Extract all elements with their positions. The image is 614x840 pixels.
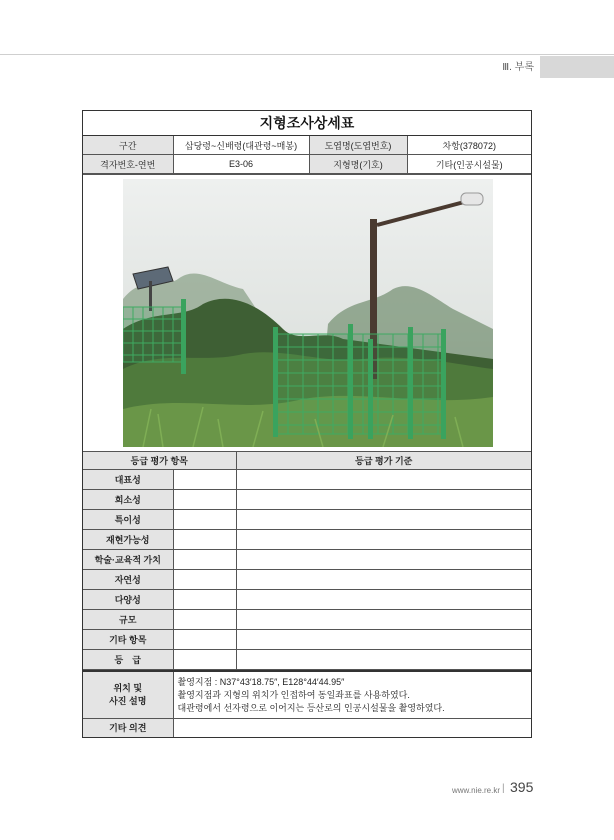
eval-criteria-cell [236,570,531,590]
location-label-line1: 위치 및 [113,683,143,693]
eval-item-label: 다양성 [83,590,173,610]
map-value: 차항(378072) [407,136,531,155]
eval-grade-cell [173,650,236,670]
grid-label: 격자번호-연번 [83,155,173,174]
page-number: 395 [510,779,534,795]
evaluation-row [83,610,531,630]
evaluation-header [83,452,531,470]
evaluation-row [83,590,531,610]
eval-grade-cell [173,510,236,530]
eval-item-label: 기타 항목 [83,630,173,650]
chapter-tab [540,56,614,78]
location-label [83,671,173,719]
evaluation-row [83,550,531,570]
location-row [83,671,531,719]
eval-item-label: 등 급 [83,650,173,670]
survey-sheet [82,110,532,738]
location-description [173,671,531,719]
eval-criteria-cell [236,490,531,510]
eval-item-header: 등급 평가 항목 [83,452,236,470]
eval-grade-cell [173,610,236,630]
footer-url: www.nie.re.kr [452,786,501,795]
section-label: 구간 [83,136,173,155]
location-line: 촬영지점과 지형의 위치가 인접하여 동일좌표를 사용하였다. [177,689,410,700]
landform-label: 지형명(기호) [309,155,407,174]
eval-grade-cell [173,570,236,590]
eval-criteria-cell [236,630,531,650]
location-line: 대관령에서 선자령으로 이어지는 등산로의 인공시설물을 촬영하였다. [177,702,445,713]
evaluation-row [83,630,531,650]
other-row [83,719,531,738]
eval-criteria-cell [236,470,531,490]
section-value: 삽당령~신배령(대관령~매봉) [173,136,309,155]
info-row [83,136,531,155]
eval-criteria-cell [236,610,531,630]
location-line: 촬영지점 : N37°43′18.75″, E128°44′44.95″ [177,676,345,687]
evaluation-row [83,490,531,510]
map-label: 도엽명(도엽번호) [309,136,407,155]
eval-criteria-cell [236,510,531,530]
other-value [173,719,531,738]
site-photo [123,179,493,447]
eval-grade-cell [173,630,236,650]
evaluation-row [83,530,531,550]
photo-cell [83,174,531,452]
evaluation-row [83,570,531,590]
eval-grade-cell [173,490,236,510]
eval-grade-cell [173,470,236,490]
evaluation-row [83,650,531,670]
eval-item-label: 희소성 [83,490,173,510]
eval-item-label: 자연성 [83,570,173,590]
eval-criteria-cell [236,590,531,610]
grid-value: E3-06 [173,155,309,174]
chapter-header: Ⅲ. 부록 [502,62,534,73]
location-label-line2: 사진 설명 [109,696,147,706]
eval-item-label: 학술·교육적 가치 [83,550,173,570]
evaluation-row [83,510,531,530]
eval-grade-cell [173,550,236,570]
eval-item-label: 규모 [83,610,173,630]
other-label: 기타 의견 [83,719,173,738]
eval-item-label: 특이성 [83,510,173,530]
eval-grade-cell [173,530,236,550]
location-table [83,670,531,737]
eval-item-label: 대표성 [83,470,173,490]
landform-value: 기타(인공시설물) [407,155,531,174]
eval-criteria-cell [236,530,531,550]
footer-separator: | [502,783,505,794]
eval-grade-cell [173,590,236,610]
evaluation-row [83,470,531,490]
eval-criteria-cell [236,650,531,670]
eval-criteria-cell [236,550,531,570]
evaluation-table [83,452,531,670]
eval-criteria-header: 등급 평가 기준 [236,452,531,470]
info-table [83,136,531,174]
info-row [83,155,531,174]
top-rule [0,54,614,55]
eval-item-label: 재현가능성 [83,530,173,550]
sheet-title: 지형조사상세표 [83,111,531,136]
